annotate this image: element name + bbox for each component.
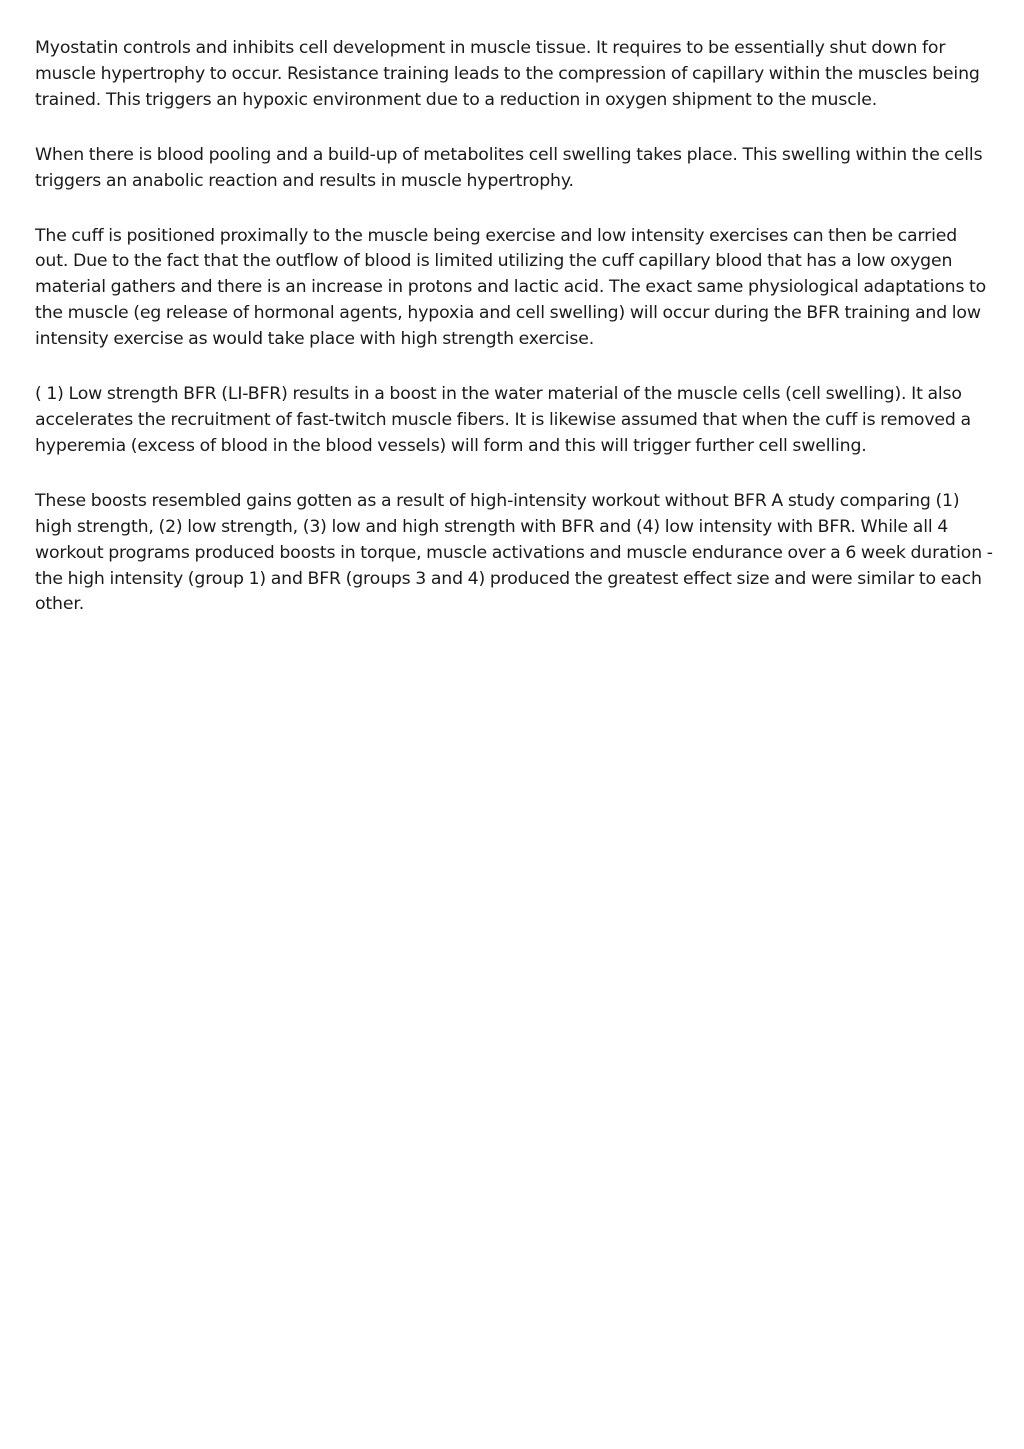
paragraph-cuff-position: The cuff is positioned proximally to the muscle being exercise and low intensity exercises can then be carried out. Due to the fact that the outflow of blood is limited utilizing the cuff capillary blood that has a low oxygen material gathers and there is an increase in protons and lactic acid. The exact same physiological adaptations to the muscle (eg release of hormonal agents, hypoxia and cell swelling) will occur during the BFR training and low intensity exercise as would take place with high strength exercise. xyxy=(35,225,987,350)
document-body xyxy=(35,36,993,647)
paragraph-myostatin: Myostatin controls and inhibits cell development in muscle tissue. It requires to be essentially shut down for muscle hypertrophy to occur. Resistance training leads to the compression of capillary within the muscles being trained. This triggers an hypoxic environment due to a reduction in oxygen shipment to the muscle. xyxy=(35,38,980,110)
paragraph-cell-swelling: When there is blood pooling and a build-up of metabolites cell swelling takes place. This swelling within the cells triggers an anabolic reaction and results in muscle hypertrophy. xyxy=(35,144,983,191)
paragraph-study-comparison: These boosts resembled gains gotten as a result of high-intensity workout without BFR A study comparing (1) high strength, (2) low strength, (3) low and high strength with BFR and (4) low intensity with BFR. While all 4 workout programs produced boosts in torque, muscle activations and muscle endurance over a 6 week duration - the high intensity (group 1) and BFR (groups 3 and 4) produced the greatest effect size and were similar to each other. xyxy=(35,490,993,615)
paragraph-li-bfr: ( 1) Low strength BFR (LI-BFR) results in a boost in the water material of the muscle cells (cell swelling). It also accelerates the recruitment of fast-twitch muscle fibers. It is likewise assumed that when the cuff is removed a hyperemia (excess of blood in the blood vessels) will form and this will trigger further cell swelling. xyxy=(35,384,971,456)
